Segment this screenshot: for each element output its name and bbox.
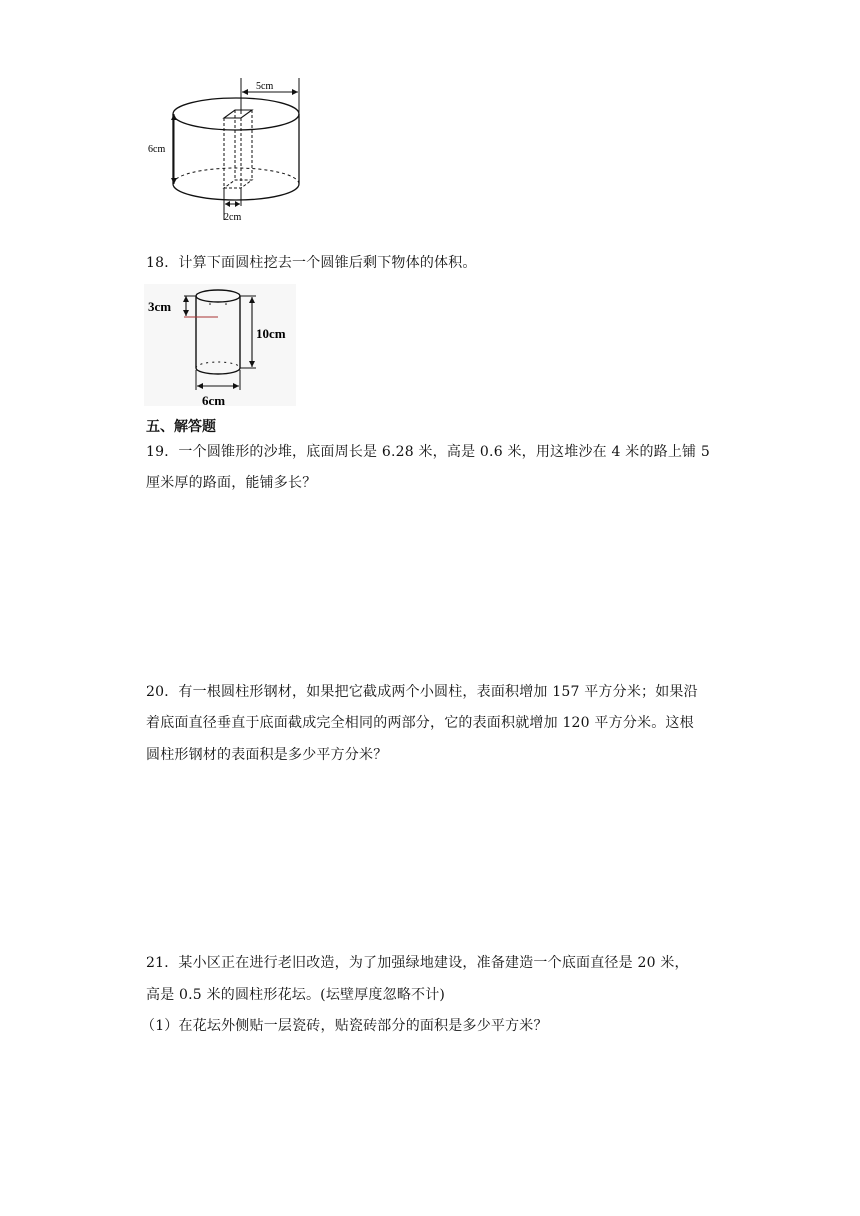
question-19-line-2: 厘米厚的路面，能铺多长？ xyxy=(146,475,317,491)
question-19-line-1: 19．一个圆锥形的沙堆，底面周长是 6.28 米，高是 0.6 米，用这堆沙在 4 米的路上铺 5 xyxy=(146,444,711,460)
figure1-bottom-label: 2cm xyxy=(224,212,242,223)
question-21-subquestion-1: （1）在花坛外侧贴一层瓷砖，贴瓷砖部分的面积是多少平方米？ xyxy=(141,1018,548,1034)
figure-cylinder-cone xyxy=(144,284,296,406)
section-heading: 五、解答题 xyxy=(146,419,216,435)
cylinder-prism-diagram xyxy=(140,72,320,224)
cylinder-cone-diagram xyxy=(144,284,296,406)
figure1-left-label: 6cm xyxy=(148,144,166,155)
figure2-right-label: 10cm xyxy=(256,326,286,341)
question-21-line-1: 21．某小区正在进行老旧改造，为了加强绿地建设，准备建造一个底面直径是 20 米， xyxy=(146,955,689,971)
figure2-bottom-label: 6cm xyxy=(202,393,226,406)
question-21-line-2: 高是 0.5 米的圆柱形花坛。(坛壁厚度忽略不计) xyxy=(146,987,446,1003)
question-20-line-2: 着底面直径垂直于底面截成完全相同的两部分，它的表面积就增加 120 平方分米。这根 xyxy=(146,715,694,731)
question-20-line-3: 圆柱形钢材的表面积是多少平方分米？ xyxy=(146,747,388,763)
question-18: 18．计算下面圆柱挖去一个圆锥后剩下物体的体积。 xyxy=(146,255,477,271)
figure1-top-label: 5cm xyxy=(256,81,274,92)
figure-cylinder-with-prism xyxy=(140,72,320,224)
question-20-line-1: 20．有一根圆柱形钢材，如果把它截成两个小圆柱，表面积增加 157 平方分米；如果沿 xyxy=(146,684,698,700)
figure2-left-label: 3cm xyxy=(148,299,172,314)
